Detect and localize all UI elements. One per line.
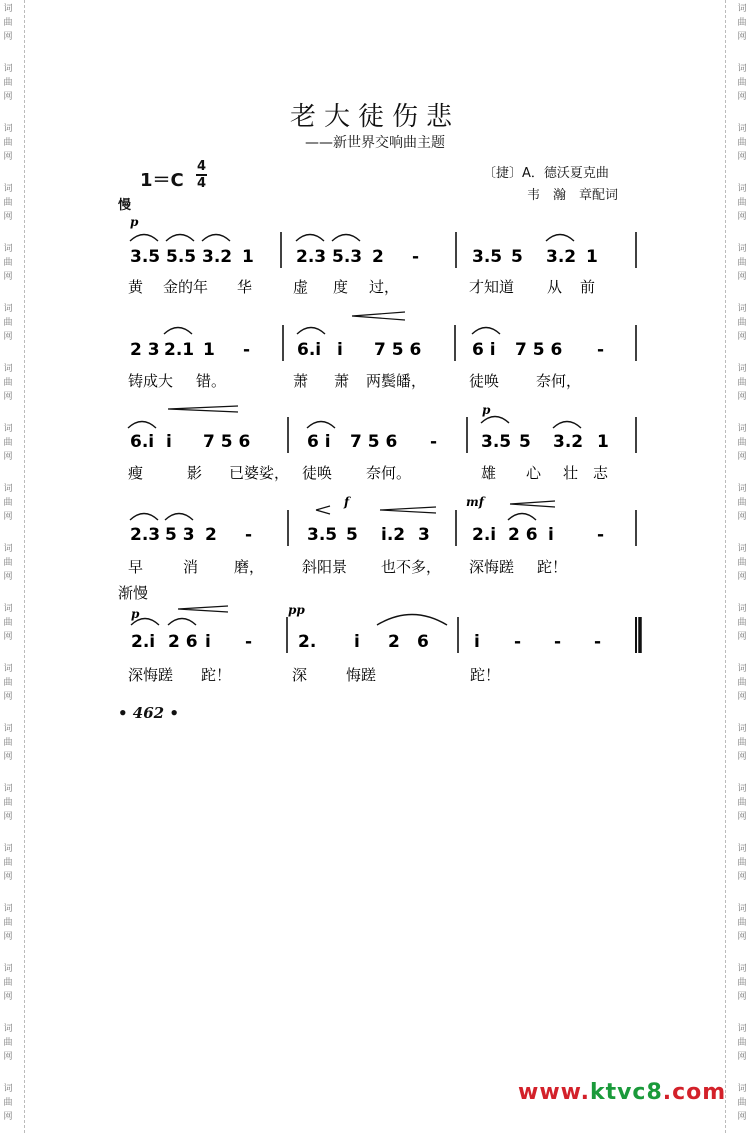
watermark-char: 曲 xyxy=(3,678,13,688)
watermark-char: 网 xyxy=(737,92,747,102)
watermark-char: 网 xyxy=(3,692,13,702)
watermark-char: 网 xyxy=(3,872,13,882)
watermark-char: 网 xyxy=(737,512,747,522)
lyric-text: 壮 xyxy=(563,464,579,482)
lyric-text: 早 xyxy=(128,558,144,576)
lyric-text: 华 xyxy=(237,278,253,296)
watermark-char: 曲 xyxy=(3,498,13,508)
watermark-char: 词 xyxy=(737,904,747,914)
site-url-suffix: .com xyxy=(662,1080,727,1105)
watermark-char: 网 xyxy=(3,212,13,222)
lyric-text: 萧 xyxy=(293,372,309,390)
lyric-text: 瘦 xyxy=(128,464,144,482)
watermark-char: 网 xyxy=(737,332,747,342)
jianpu-note: 7 5 6 xyxy=(203,432,251,452)
watermark-char: 网 xyxy=(737,32,747,42)
watermark-char: 曲 xyxy=(3,438,13,448)
watermark-char: 词 xyxy=(3,664,13,674)
watermark-char: 网 xyxy=(3,752,13,762)
lyric-text: 悔蹉 xyxy=(346,666,377,684)
watermark-char: 曲 xyxy=(3,378,13,388)
watermark-char: 词 xyxy=(737,844,747,854)
watermark-char: 词 xyxy=(737,724,747,734)
watermark-char: 网 xyxy=(3,812,13,822)
watermark-char: 网 xyxy=(3,392,13,402)
watermark-char: 曲 xyxy=(3,198,13,208)
watermark-char: 曲 xyxy=(737,78,747,88)
dynamic-p: p xyxy=(482,403,491,417)
watermark-char: 曲 xyxy=(737,978,747,988)
watermark-char: 网 xyxy=(3,32,13,42)
watermark-char: 词 xyxy=(3,724,13,734)
lyric-text: 黄 xyxy=(128,278,144,296)
jianpu-note: - xyxy=(554,632,562,652)
lyric-text: 徒唤 xyxy=(469,372,500,390)
watermark-char: 曲 xyxy=(3,1098,13,1108)
watermark-char: 网 xyxy=(737,812,747,822)
jianpu-note: - xyxy=(245,632,253,652)
song-subtitle: ——新世界交响曲主题 xyxy=(305,135,445,151)
jianpu-note: 5 3 xyxy=(165,525,195,545)
jianpu-note: 7 5 6 xyxy=(350,432,398,452)
lyric-text: 奈何， xyxy=(536,372,582,390)
lyric-text: 雄 xyxy=(481,464,497,482)
watermark-char: 曲 xyxy=(3,258,13,268)
watermark-char: 词 xyxy=(3,544,13,554)
tempo-change-marking: 渐慢 xyxy=(118,584,149,602)
watermark-char: 词 xyxy=(737,424,747,434)
lyric-text: 志 xyxy=(593,464,609,482)
site-url-prefix: www. xyxy=(518,1080,590,1105)
lyric-text: 度 xyxy=(333,278,349,296)
watermark-char: 曲 xyxy=(3,618,13,628)
watermark-char: 曲 xyxy=(737,678,747,688)
jianpu-note: 1 xyxy=(203,340,215,360)
jianpu-note: 5 xyxy=(511,247,523,267)
lyricist-credit: 韦 瀚 章配词 xyxy=(527,188,619,203)
jianpu-note: i xyxy=(548,525,554,545)
jianpu-note: 7 5 6 xyxy=(374,340,422,360)
watermark-char: 词 xyxy=(3,604,13,614)
watermark-char: 词 xyxy=(3,844,13,854)
watermark-char: 曲 xyxy=(3,858,13,868)
jianpu-note: - xyxy=(243,340,251,360)
watermark-char: 曲 xyxy=(737,1038,747,1048)
watermark-char: 曲 xyxy=(3,738,13,748)
watermark-char: 网 xyxy=(3,632,13,642)
watermark-char: 网 xyxy=(3,272,13,282)
watermark-char: 曲 xyxy=(737,918,747,928)
watermark-char: 网 xyxy=(3,572,13,582)
watermark-char: 网 xyxy=(3,1112,13,1122)
watermark-char: 曲 xyxy=(737,258,747,268)
watermark-char: 曲 xyxy=(737,138,747,148)
watermark-char: 网 xyxy=(737,392,747,402)
jianpu-note: 2.i xyxy=(131,632,156,652)
key-signature: 1＝C xyxy=(140,170,184,191)
jianpu-note: 5 xyxy=(519,432,531,452)
lyric-text: 跎！ xyxy=(537,558,568,576)
jianpu-note: 3.5 xyxy=(307,525,338,545)
watermark-char: 词 xyxy=(737,1084,747,1094)
lyric-text: 深悔蹉 xyxy=(128,666,174,684)
watermark-char: 词 xyxy=(737,784,747,794)
jianpu-note: i.2 xyxy=(381,525,406,545)
dynamic-mf: mf xyxy=(466,495,484,509)
watermark-char: 词 xyxy=(737,304,747,314)
watermark-char: 词 xyxy=(3,964,13,974)
watermark-char: 曲 xyxy=(737,378,747,388)
watermark-char: 曲 xyxy=(737,498,747,508)
watermark-char: 曲 xyxy=(3,18,13,28)
watermark-char: 网 xyxy=(737,452,747,462)
watermark-char: 曲 xyxy=(737,438,747,448)
jianpu-note: 3.2 xyxy=(546,247,577,267)
jianpu-note: - xyxy=(245,525,253,545)
watermark-char: 词 xyxy=(3,4,13,14)
lyric-text: 徒唤 xyxy=(302,464,333,482)
lyric-text: 跎！ xyxy=(201,666,232,684)
jianpu-note: 3 xyxy=(418,525,430,545)
lyric-text: 过， xyxy=(369,278,400,296)
watermark-char: 词 xyxy=(3,784,13,794)
watermark-char: 曲 xyxy=(737,318,747,328)
watermark-char: 曲 xyxy=(737,198,747,208)
jianpu-note: 2 xyxy=(205,525,217,545)
jianpu-note: - xyxy=(514,632,522,652)
watermark-char: 网 xyxy=(737,152,747,162)
lyric-text: 已婆娑， xyxy=(229,464,290,482)
watermark-char: 网 xyxy=(737,632,747,642)
lyric-text: 两鬓皤， xyxy=(366,372,427,390)
dynamic-p: p xyxy=(131,607,140,621)
lyric-text: 磨， xyxy=(234,558,265,576)
lyric-text: 心 xyxy=(526,464,542,482)
watermark-char: 曲 xyxy=(737,618,747,628)
watermark-char: 曲 xyxy=(737,798,747,808)
watermark-char: 词 xyxy=(3,1024,13,1034)
watermark-char: 网 xyxy=(737,1112,747,1122)
watermark-char: 词 xyxy=(3,124,13,134)
watermark-char: 网 xyxy=(737,992,747,1002)
watermark-char: 曲 xyxy=(3,1038,13,1048)
site-url[interactable] xyxy=(518,1080,726,1105)
watermark-char: 词 xyxy=(3,484,13,494)
tempo-marking: 慢 xyxy=(118,198,132,213)
watermark-char: 网 xyxy=(3,992,13,1002)
jianpu-note: 3.2 xyxy=(553,432,584,452)
watermark-char: 词 xyxy=(3,1084,13,1094)
jianpu-note: 5.5 xyxy=(166,247,197,267)
watermark-char: 词 xyxy=(3,64,13,74)
lyric-text: 错。 xyxy=(196,372,227,390)
lyric-text: 才知道 xyxy=(469,278,515,296)
lyric-text: 奈何。 xyxy=(366,464,412,482)
watermark-char: 曲 xyxy=(3,78,13,88)
watermark-char: 词 xyxy=(737,1024,747,1034)
watermark-char: 词 xyxy=(737,64,747,74)
jianpu-note: 2. xyxy=(298,632,317,652)
watermark-char: 网 xyxy=(737,752,747,762)
watermark-char: 词 xyxy=(737,364,747,374)
lyric-text: 消 xyxy=(183,558,199,576)
jianpu-note: i xyxy=(166,432,172,452)
lyric-text: 铸成大 xyxy=(128,372,174,390)
lyric-text: 深 xyxy=(292,666,308,684)
watermark-char: 曲 xyxy=(737,1098,747,1108)
watermark-char: 词 xyxy=(3,184,13,194)
watermark-char: 曲 xyxy=(737,558,747,568)
watermark-char: 曲 xyxy=(737,18,747,28)
jianpu-note: 2 xyxy=(388,632,400,652)
watermark-char: 词 xyxy=(737,184,747,194)
jianpu-note: - xyxy=(597,525,605,545)
jianpu-note: 1 xyxy=(597,432,609,452)
lyric-text: 深悔蹉 xyxy=(469,558,515,576)
jianpu-note: 3.5 xyxy=(472,247,503,267)
watermark-char: 词 xyxy=(3,364,13,374)
watermark-char: 词 xyxy=(737,484,747,494)
watermark-char: 词 xyxy=(737,4,747,14)
jianpu-note: 3.2 xyxy=(202,247,233,267)
watermark-char: 网 xyxy=(3,512,13,522)
jianpu-note: 2.1 xyxy=(164,340,195,360)
watermark-char: 网 xyxy=(737,572,747,582)
jianpu-note: 2.3 xyxy=(130,525,161,545)
song-title: 老大徒伤悲 xyxy=(289,102,460,132)
watermark-char: 网 xyxy=(737,932,747,942)
composer-credit: 〔捷〕A．德沃夏克曲 xyxy=(483,166,609,181)
jianpu-note: 1 xyxy=(242,247,254,267)
jianpu-note: 3.5 xyxy=(481,432,512,452)
watermark-char: 网 xyxy=(3,452,13,462)
lyric-text: 也不多， xyxy=(381,558,442,576)
lyric-text: 萧 xyxy=(334,372,350,390)
watermark-char: 词 xyxy=(3,424,13,434)
lyric-text: 斜阳景 xyxy=(302,558,348,576)
watermark-char: 词 xyxy=(3,304,13,314)
lyric-text: 影 xyxy=(187,464,203,482)
jianpu-note: 6 i xyxy=(472,340,496,360)
watermark-char: 网 xyxy=(3,932,13,942)
jianpu-note: 2.3 xyxy=(296,247,327,267)
watermark-char: 词 xyxy=(737,964,747,974)
jianpu-note: 2 6 xyxy=(508,525,538,545)
time-signature-bottom: 4 xyxy=(196,176,207,191)
watermark-char: 网 xyxy=(737,872,747,882)
lyric-text: 跎！ xyxy=(470,666,501,684)
watermark-char: 曲 xyxy=(3,978,13,988)
jianpu-note: i xyxy=(337,340,343,360)
watermark-char: 网 xyxy=(3,1052,13,1062)
jianpu-note: 5 xyxy=(346,525,358,545)
jianpu-note: 1 xyxy=(586,247,598,267)
watermark-char: 网 xyxy=(3,152,13,162)
watermark-char: 曲 xyxy=(3,318,13,328)
jianpu-note: 6.i xyxy=(297,340,322,360)
jianpu-note: 7 5 6 xyxy=(515,340,563,360)
jianpu-note: i xyxy=(354,632,360,652)
jianpu-note: 5.3 xyxy=(332,247,363,267)
jianpu-note: - xyxy=(412,247,420,267)
lyric-text: 虚 xyxy=(293,278,309,296)
lyric-text: 从 xyxy=(547,278,563,296)
barline xyxy=(636,617,640,653)
jianpu-note: i xyxy=(205,632,211,652)
watermark-char: 网 xyxy=(737,1052,747,1062)
jianpu-note: i xyxy=(474,632,480,652)
watermark-char: 词 xyxy=(737,244,747,254)
time-signature-top: 4 xyxy=(196,159,207,174)
watermark-char: 词 xyxy=(3,904,13,914)
watermark-char: 词 xyxy=(737,664,747,674)
watermark-char: 网 xyxy=(737,272,747,282)
watermark-char: 词 xyxy=(737,604,747,614)
watermark-char: 曲 xyxy=(3,918,13,928)
lyric-text: 金的年 xyxy=(163,278,209,296)
jianpu-note: 2 6 xyxy=(168,632,198,652)
watermark-char: 曲 xyxy=(3,138,13,148)
watermark-char: 曲 xyxy=(3,558,13,568)
watermark-char: 网 xyxy=(3,92,13,102)
jianpu-note: 6.i xyxy=(130,432,155,452)
watermark-char: 词 xyxy=(737,544,747,554)
site-url-middle: ktvc8 xyxy=(589,1080,663,1105)
dynamic-f: f xyxy=(344,495,350,509)
jianpu-note: 2 3 xyxy=(130,340,160,360)
page-number: • 462 • xyxy=(118,704,179,722)
jianpu-note: - xyxy=(594,632,602,652)
dynamic-p: p xyxy=(130,215,139,229)
jianpu-note: 2 xyxy=(372,247,384,267)
watermark-char: 曲 xyxy=(3,798,13,808)
jianpu-note: 2.i xyxy=(472,525,497,545)
jianpu-note: - xyxy=(430,432,438,452)
dynamic-pp: pp xyxy=(288,603,305,617)
watermark-char: 曲 xyxy=(737,738,747,748)
jianpu-note: 3.5 xyxy=(130,247,161,267)
watermark-char: 网 xyxy=(3,332,13,342)
watermark-char: 网 xyxy=(737,692,747,702)
lyric-text: 前 xyxy=(580,278,596,296)
jianpu-note: 6 i xyxy=(307,432,331,452)
jianpu-note: 6 xyxy=(417,632,429,652)
watermark-char: 曲 xyxy=(737,858,747,868)
jianpu-note: - xyxy=(597,340,605,360)
watermark-char: 词 xyxy=(737,124,747,134)
watermark-char: 网 xyxy=(737,212,747,222)
watermark-char: 词 xyxy=(3,244,13,254)
